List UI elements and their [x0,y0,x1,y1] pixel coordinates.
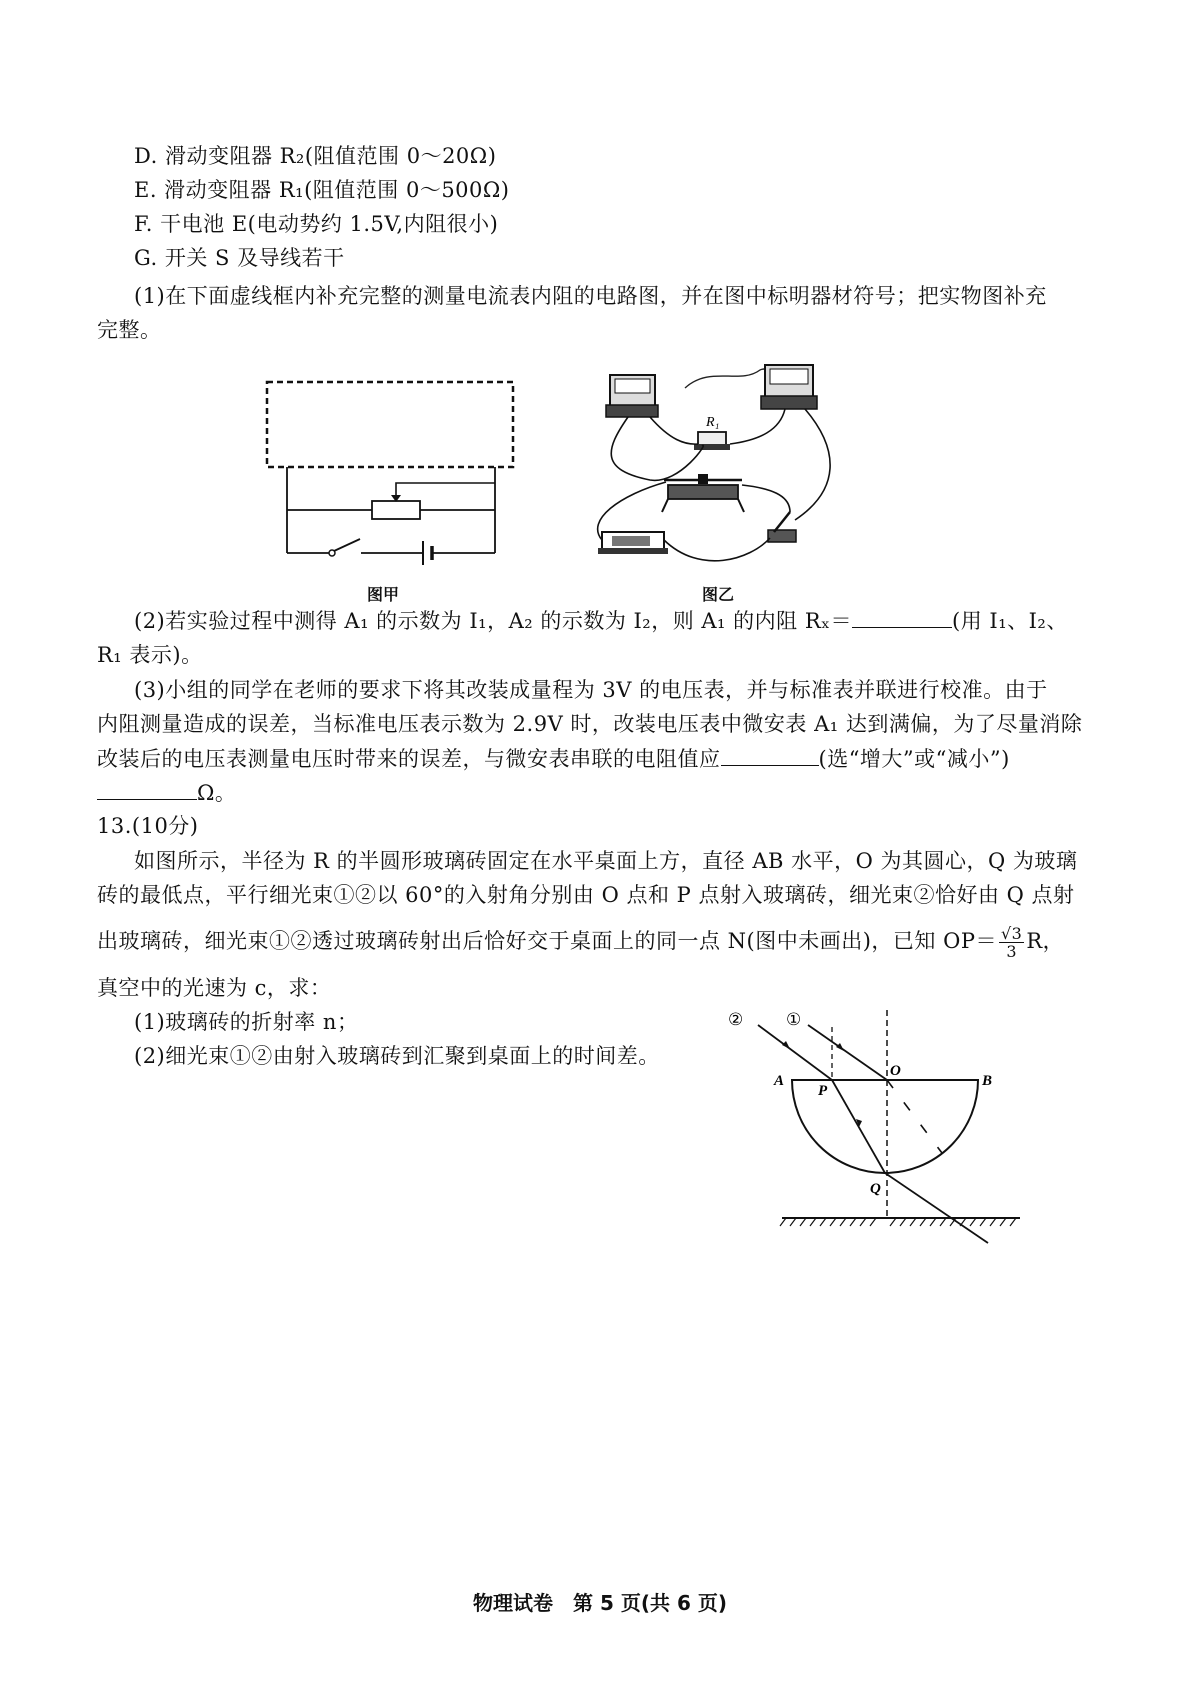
answer-blank-rx[interactable] [852,605,952,628]
q13-sub1: (1)玻璃砖的折射率 n； [134,1010,359,1034]
resistor-r1 [694,432,730,450]
q12-part3-line4 [97,777,236,808]
q13-line3-post: R， [1026,929,1065,953]
item-g: G. 开关 S 及导线若干 [134,246,345,270]
label-beam-1: ① [786,1010,802,1030]
item-e: E. 滑动变阻器 R₁(阻值范围 0～500Ω) [134,178,510,202]
microammeter-a1 [606,375,658,417]
item-d: D. 滑动变阻器 R₂(阻值范围 0～20Ω) [134,144,497,168]
apparatus-photo-fig-b [590,360,840,575]
fig-a-caption: 图甲 [367,585,400,604]
fraction-numerator: √3 [1000,924,1023,943]
label-o: O [890,1063,901,1079]
q12-part3-line2: 内阻测量造成的误差，当标准电压表示数为 2.9V 时，改装电压表中微安表 A₁ 达到满偏，为了尽量消除 [97,712,1083,736]
battery-photo [598,532,668,554]
label-p: P [818,1083,828,1099]
answer-blank-ohm[interactable] [97,777,197,800]
fraction-root3-over-3 [999,925,1024,960]
q13-line1: 如图所示，半径为 R 的半圆形玻璃砖固定在水平桌面上方，直径 AB 水平，O 为其圆心，Q 为玻璃 [134,849,1078,873]
semicircle-glass-diagram [720,1005,1030,1255]
fig-b-caption: 图乙 [702,585,735,604]
switch-blade [334,539,360,551]
q12-part1-line1: (1)在下面虚线框内补充完整的测量电流表内阻的电路图，并在图中标明器材符号；把实物图补充 [134,284,1047,308]
q13-heading: 13.(10分) [97,814,199,838]
label-a: A [774,1073,785,1089]
q12-part2-text-post: (用 I₁、I₂、 [952,609,1068,633]
q13-sub2: (2)细光束①②由射入玻璃砖到汇聚到桌面上的时间差。 [134,1044,660,1068]
q12-part3-unit: Ω。 [197,781,237,805]
rheostat [372,501,420,519]
circuit-diagram-fig-a [260,375,520,575]
q12-part3-line1: (3)小组的同学在老师的要求下将其改装成量程为 3V 的电压表，并与标准表并联进行校准。由于 [134,678,1048,702]
answer-blank-change[interactable] [721,743,819,766]
q13-line3 [97,925,1064,960]
rheostat-photo [662,474,744,512]
q12-part1-line2: 完整。 [97,318,162,342]
q12-part3-choice: (选“增大”或“减小”) [818,747,1010,771]
page-footer: 物理试卷 第 5 页(共 6 页) [473,1591,727,1615]
q12-part2-text: (2)若实验过程中测得 A₁ 的示数为 I₁，A₂ 的示数为 I₂，则 A₁ 的内阻 Rₓ＝ [134,609,853,633]
ammeter-a2 [761,365,817,409]
label-r1: R₁ [706,415,720,430]
dashed-box [267,382,513,467]
q12-part3-text: 改装后的电压表测量电压时带来的误差，与微安表串联的电阻值应 [97,747,721,771]
label-q: Q [870,1181,881,1197]
fraction-denominator: 3 [1006,942,1017,961]
q12-part2-line1 [134,605,1068,636]
beam-2-exit [885,1173,988,1243]
label-b: B [982,1073,993,1089]
beam-1-refracted [887,1080,942,1153]
label-beam-2: ② [728,1010,744,1030]
q13-line2: 砖的最低点，平行细光束①②以 60°的入射角分别由 O 点和 P 点射入玻璃砖，细光束②恰好由 Q 点射 [97,883,1075,907]
beam-2-refracted [832,1080,885,1173]
q12-part3-line3 [97,743,1010,774]
table-hatching [780,1218,1016,1226]
q13-line3-text: 出玻璃砖，细光束①②透过玻璃砖射出后恰好交于桌面上的同一点 N(图中未画出)，已知 OP＝ [97,929,997,953]
switch-photo [768,512,796,542]
item-f: F. 干电池 E(电动势约 1.5V,内阻很小) [134,212,499,236]
q12-part2-line2: R₁ 表示)。 [97,643,203,667]
q13-line4: 真空中的光速为 c，求： [97,976,332,1000]
